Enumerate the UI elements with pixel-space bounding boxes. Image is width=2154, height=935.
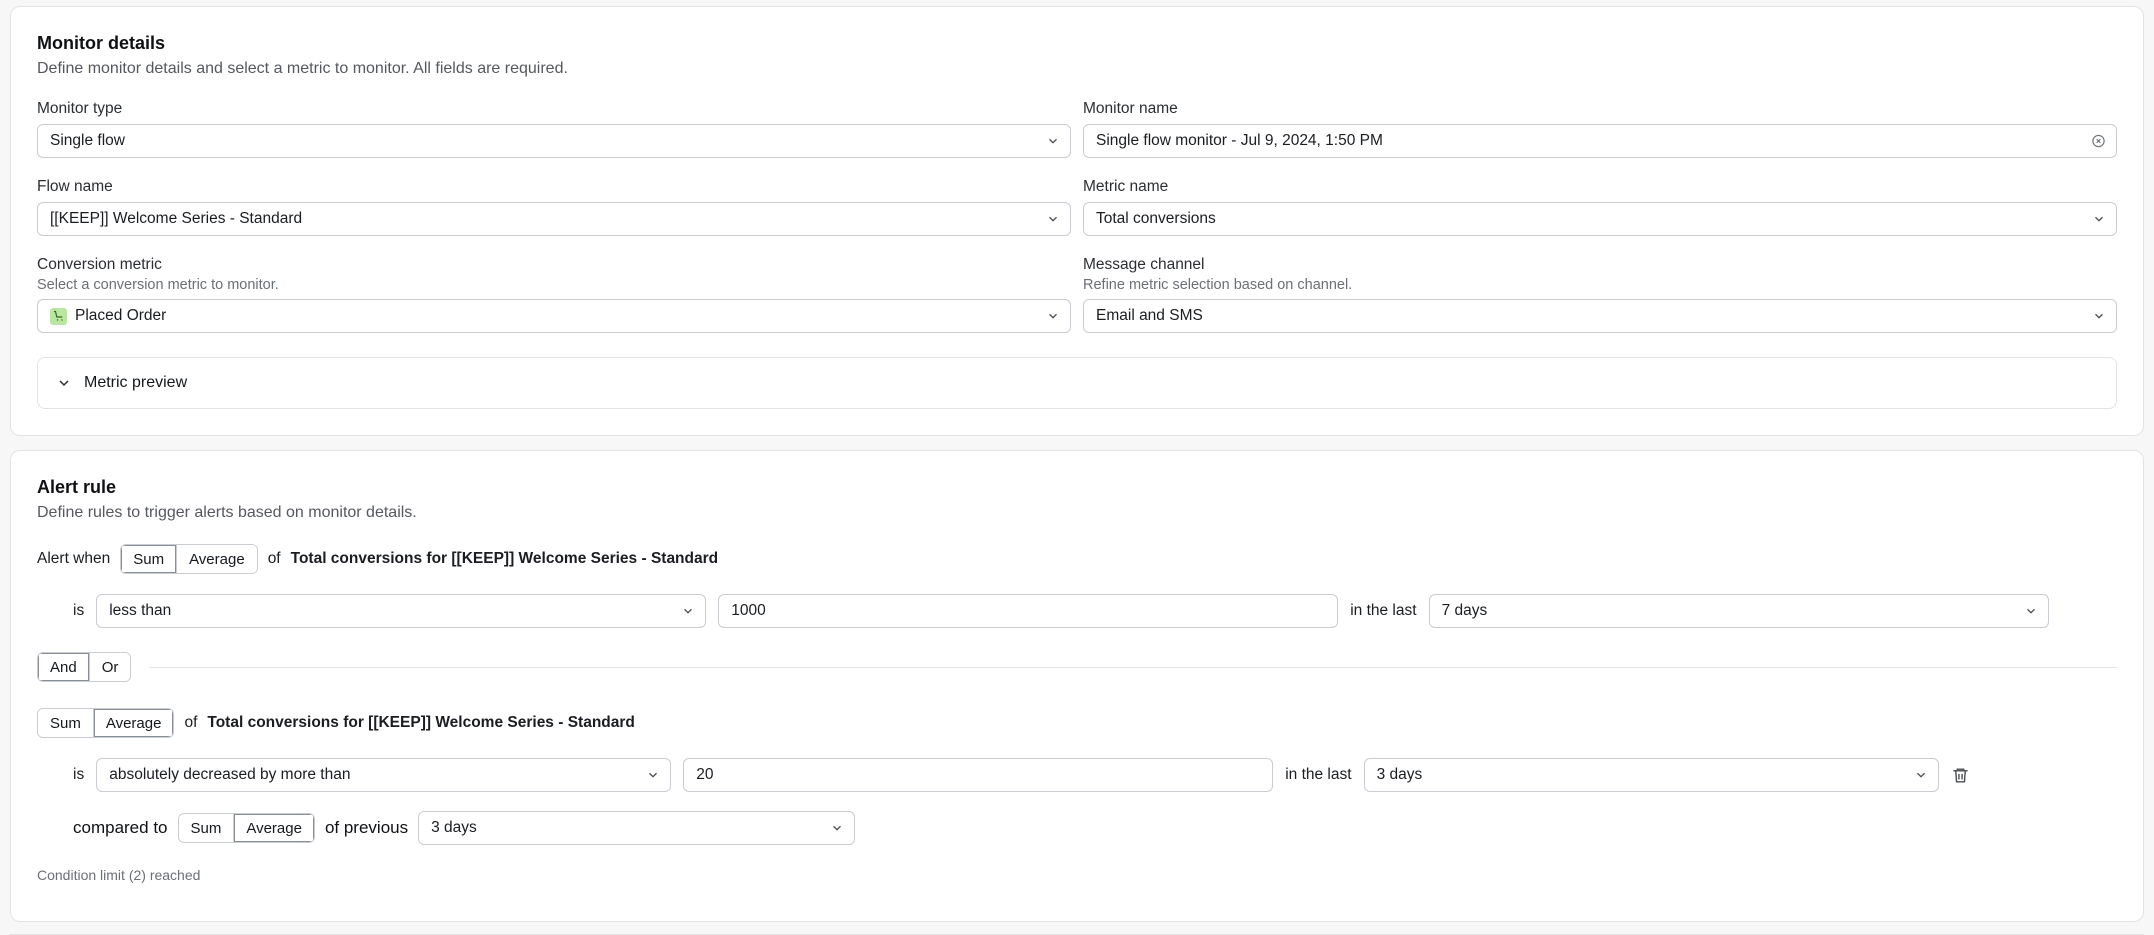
flow-name-field (37, 178, 1071, 236)
metric-preview-accordion[interactable] (37, 357, 2117, 409)
condition1-threshold-value: 1000 (731, 602, 766, 619)
monitor-type-select[interactable] (37, 124, 1071, 158)
conversion-metric-field (37, 256, 1071, 333)
condition2-compared-average-button[interactable]: Average (233, 814, 314, 842)
alert-rule-card (10, 450, 2144, 922)
alert-when-label: Alert when (37, 550, 111, 567)
chevron-down-icon (1046, 212, 1060, 226)
chevron-down-icon (681, 604, 695, 618)
condition1-in-the-last-label: in the last (1350, 602, 1417, 619)
monitor-editor-page (0, 6, 2154, 935)
condition2-sum-button[interactable]: Sum (38, 709, 93, 737)
condition2-window-value: 3 days (1376, 766, 1423, 783)
alert-when-row (37, 544, 2117, 574)
conjunction-or-button[interactable]: Or (89, 653, 131, 681)
monitor-type-value: Single flow (50, 132, 125, 149)
monitor-name-value: Single flow monitor - Jul 9, 2024, 1:50 PM (1096, 132, 1383, 149)
message-channel-help: Refine metric selection based on channel. (1083, 277, 1353, 293)
chevron-down-icon (1046, 309, 1060, 323)
condition2-comparator-select[interactable] (96, 758, 671, 792)
shopping-cart-icon (50, 308, 67, 325)
condition1-aggregation-toggle[interactable] (120, 544, 257, 574)
delete-condition-icon[interactable] (1951, 766, 1970, 785)
condition1-is-label: is (73, 602, 85, 619)
condition2-row (37, 758, 2117, 792)
chevron-down-icon (2092, 212, 2106, 226)
flow-name-label: Flow name (37, 178, 113, 195)
alert-rule-title: Alert rule (37, 477, 117, 497)
condition2-compared-row (37, 811, 2117, 845)
condition2-compared-sum-button[interactable]: Sum (179, 814, 234, 842)
condition2-header (37, 708, 2117, 738)
condition2-of-previous-label: of previous (324, 818, 409, 837)
monitor-details-grid (37, 100, 2117, 353)
condition2-aggregation-toggle[interactable] (37, 708, 174, 738)
condition2-threshold-input[interactable] (683, 758, 1273, 792)
condition1-comparator-value: less than (109, 602, 172, 619)
condition1-window-select[interactable] (1429, 594, 2049, 628)
condition1-of-text: of (267, 550, 281, 567)
chevron-down-icon (2024, 604, 2038, 618)
condition2-metric-text: Total conversions for [[KEEP]] Welcome Series - Standard (207, 714, 635, 731)
chevron-down-icon (56, 375, 72, 391)
condition1-window-value: 7 days (1441, 602, 1488, 619)
condition1-threshold-input[interactable] (718, 594, 1338, 628)
metric-name-label: Metric name (1083, 178, 1169, 195)
condition2-window-select[interactable] (1364, 758, 1939, 792)
conjunction-row (37, 652, 2117, 682)
flow-name-value: [[KEEP]] Welcome Series - Standard (50, 210, 303, 227)
condition-limit-note: Condition limit (2) reached (37, 867, 201, 883)
condition2-previous-window-select[interactable] (418, 811, 855, 845)
flow-name-select[interactable] (37, 202, 1071, 236)
chevron-down-icon (830, 821, 844, 835)
chevron-down-icon (1914, 768, 1928, 782)
monitor-details-subtitle: Define monitor details and select a metric to monitor. All fields are required. (37, 60, 568, 77)
chevron-down-icon (2092, 309, 2106, 323)
message-channel-field (1083, 256, 2117, 333)
conjunction-and-button[interactable]: And (38, 653, 89, 681)
condition2-compared-to-label: compared to (73, 818, 168, 837)
monitor-name-input[interactable] (1083, 124, 2117, 158)
condition2-is-label: is (73, 766, 85, 783)
condition1-metric-text: Total conversions for [[KEEP]] Welcome Series - Standard (290, 550, 719, 567)
message-channel-select[interactable] (1083, 299, 2117, 333)
metric-name-select[interactable] (1083, 202, 2117, 236)
conversion-metric-label: Conversion metric (37, 256, 162, 273)
monitor-type-field (37, 100, 1071, 158)
monitor-name-field (1083, 100, 2117, 158)
metric-name-field (1083, 178, 2117, 236)
condition2-comparator-value: absolutely decreased by more than (109, 766, 351, 783)
message-channel-value: Email and SMS (1096, 307, 1203, 324)
conjunction-toggle[interactable] (37, 652, 131, 682)
condition1-average-button[interactable]: Average (176, 545, 257, 573)
condition2-average-button[interactable]: Average (93, 709, 174, 737)
condition2-in-the-last-label: in the last (1285, 766, 1352, 783)
message-channel-label: Message channel (1083, 256, 1205, 273)
conversion-metric-select[interactable] (37, 299, 1071, 333)
condition1-sum-button[interactable]: Sum (121, 545, 176, 573)
conversion-metric-value: Placed Order (75, 307, 167, 324)
condition2-compared-aggregation-toggle[interactable] (178, 813, 315, 843)
monitor-details-title: Monitor details (37, 33, 166, 53)
monitor-name-label: Monitor name (1083, 100, 1178, 117)
condition2-previous-window-value: 3 days (431, 819, 477, 836)
chevron-down-icon (646, 768, 660, 782)
condition1-row (37, 594, 2117, 628)
clear-icon[interactable] (2091, 134, 2106, 149)
monitor-type-label: Monitor type (37, 100, 123, 117)
divider (149, 667, 2117, 668)
condition2-threshold-value: 20 (696, 766, 714, 783)
alert-rule-subtitle: Define rules to trigger alerts based on monitor details. (37, 504, 417, 521)
monitor-details-card (10, 6, 2144, 436)
metric-preview-label: Metric preview (84, 374, 188, 391)
metric-name-value: Total conversions (1096, 210, 1216, 227)
condition2-of-text: of (184, 714, 198, 731)
conversion-metric-help: Select a conversion metric to monitor. (37, 277, 279, 293)
chevron-down-icon (1046, 134, 1060, 148)
condition1-comparator-select[interactable] (96, 594, 706, 628)
